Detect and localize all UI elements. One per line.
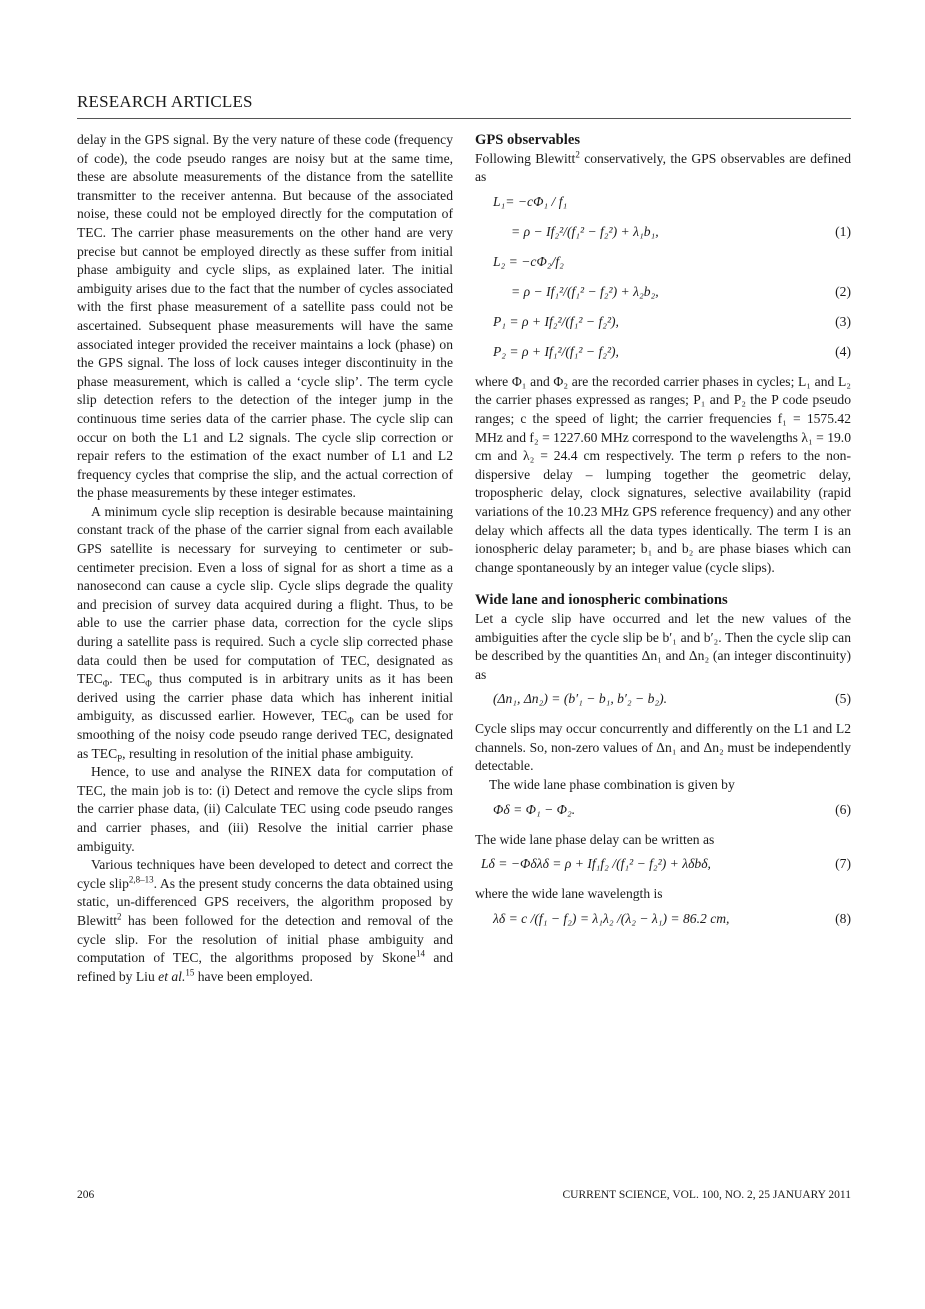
page-number: 206 (77, 1189, 95, 1201)
header-rule (77, 118, 851, 119)
equation-7: Lδ = −Φδλδ = ρ + If₁f₂ /(f₁² − f₂²) + λδbδ, (7) (481, 856, 851, 872)
paragraph-cycle-slip-reception: A minimum cycle slip reception is desirable because maintaining constant track of the phase of the carrier signal from each available GPS satellite is necessary for surveying to centimeter or sub-centimeter precision. Even a loss of signal for as short a time as a nanosecond can cause a cycle slip. Cycle slips degrade the quality and precision of survey data acquired during a flight. Thus, to be able to use the carrier phase data, correction for the cycle slips during a satellite pass is required. Such a cycle slip corrected phase data could then be used for computation of TEC, designated as $TEC_\Phi$. $TEC_\Phi$ thus computed is in arbitrary units as it has been derived using the carrier phase data which has inherent initial ambiguity, as discussed earlier. However, $TEC_\Phi$ can be used for smoothing of the noisy code pseudo range derived TEC, designated as $TEC_P$, resulting in resolution of the initial phase ambiguity. (77, 503, 453, 764)
citation: 2 (575, 149, 580, 160)
paragraph-cycle-slip-values: Let a cycle slip have occurred and let the new values of the ambiguities after the cycle slip be b′₁ and b′₂. Then the cycle slip can be described by the quantities Δn₁ and Δn₂ (an integer discontinuity) as (475, 610, 851, 682)
paragraph-techniques: Various techniques have been developed to detect and correct the cycle slip$^{2,8-13}$. As the present study concerns the data obtained using static, un-differenced GPS receivers, the algorithm proposed by Blewitt$^2$ has been followed for the detection and removal of the cycle slip. For the resolution of initial phase ambiguity and computation of TEC, the algorithms proposed by Skone$^{14}$ and refined by Liu et al.$^{15}$ have been employed. (77, 857, 453, 984)
citation: 2,8–13 (128, 874, 154, 885)
equation-6: Φδ = Φ₁ − Φ₂. (6) (493, 801, 851, 817)
equation-l1-def: L₁= −cΦ₁ / f₁ (493, 193, 568, 209)
equation-3: P₁ = ρ + If₂²/(f₁² − f₂²), (3) (493, 313, 851, 329)
equation-5: (Δn₁, Δn₂) = (b′₁ − b₁, b′₂ − b₂). (5) (493, 691, 851, 707)
paragraph-wide-lane-intro: The wide lane phase combination is given by (489, 777, 735, 793)
equation-1: = ρ − If₂²/(f₁² − f₂²) + λ₁b₁, (1) (511, 223, 851, 239)
paragraph-gps-intro: Following Blewitt$^2$ conservatively, the GPS observables are defined as (475, 149, 851, 185)
paragraph-wide-lane-wavelength: where the wide lane wavelength is (475, 886, 663, 902)
citation: 14 (415, 948, 425, 959)
paragraph-noise: delay in the GPS signal. By the very nature of these code (frequency of code), the code pseudo ranges are noisy but at the same time, these are absolute measurements of the distance from the satellite transmitter to the receiver antenna. But because of the associated noise, these could not be employed directly for the computation of TEC. The carrier phase measurements on the other hand are very precise but cannot be employed directly as these suffer from initial phase ambiguity and cycle slips, as explained later. The initial ambiguity arises due to the fact that the number of cycles associated with the first phase measurement of a satellite pass could not be ascertained. Subsequent phase measurements will have the same associated integer provided the receiver maintains a lock (phase) on the GPS signal. The loss of lock causes integer discontinuity in the phase measurement, which is called a ‘cycle slip’. The term cycle slip detection refers to the detection of the integer jump in the continuous time series data of the carrier phase. The cycle slip can occur on both the L1 and L2 signals. The cycle slip correction or repair refers to the estimation of the exact number of L1 and L2 frequency cycles that comprise the slip, and the actual correction of the phase measurements by these integer estimates. (77, 132, 453, 501)
equation-8: λδ = c /(f₁ − f₂) = λ₁λ₂ /(λ₂ − λ₁) = 86.2 cm, (8) (493, 910, 851, 926)
citation: 2 (117, 911, 122, 922)
journal-citation: CURRENT SCIENCE, VOL. 100, NO. 2, 25 JANUARY 2011 (562, 1189, 851, 1201)
equation-2: = ρ − If₁²/(f₁² − f₂²) + λ₂b₂, (2) (511, 283, 851, 299)
equation-l2-def: L₂ = −cΦ₂/f₂ (493, 253, 564, 269)
paragraph-concurrent-slips: Cycle slips may occur concurrently and differently on the L1 and L2 channels. So, non-zero values of Δn₁ and Δn₂ must be independently detectable. (475, 721, 851, 774)
running-header: RESEARCH ARTICLES (77, 92, 253, 111)
right-column (475, 131, 851, 940)
section-heading-gps-observables: GPS observables (475, 132, 580, 148)
section-heading-wide-lane: Wide lane and ionospheric combinations (475, 592, 728, 609)
equation-4: P₂ = ρ + If₁²/(f₁² − f₂²), (4) (493, 343, 851, 359)
paragraph-observable-definitions: where Φ₁ and Φ₂ are the recorded carrier phases in cycles; L₁ and L₂ the carrier phases expressed as ranges; P₁ and P₂ the P code pseudo ranges; c the speed of light; the carrier frequencies f₁ = 1575.42 MHz and f₂ = 1227.60 MHz correspond to the wavelengths λ₁ = 19.0 cm and λ₂ = 24.4 cm respectively. The term ρ refers to the non-dispersive delay – lumping together the geometric delay, tropospheric delay, clock signatures, selective availability (rapid variations of the 10.23 MHz GPS reference frequency) and any other delay which affects all the data types identically. The term I is an ionospheric delay parameter; b₁ and b₂ are phase biases which can change spontaneously by an integer value (cycle slips). (475, 373, 851, 575)
paragraph-rinex-steps: Hence, to use and analyse the RINEX data for computation of TEC, the main job is to: (i) Detect and remove the cycle slips from the carrier phase data, (ii) Calculate TEC using code pseudo ranges and carrier phases, and (iii) Resolve the initial carrier phase ambiguity. (77, 764, 453, 854)
paragraph-wide-lane-delay: The wide lane phase delay can be written as (475, 831, 715, 847)
citation: 15 (185, 967, 195, 978)
left-column (77, 131, 453, 986)
